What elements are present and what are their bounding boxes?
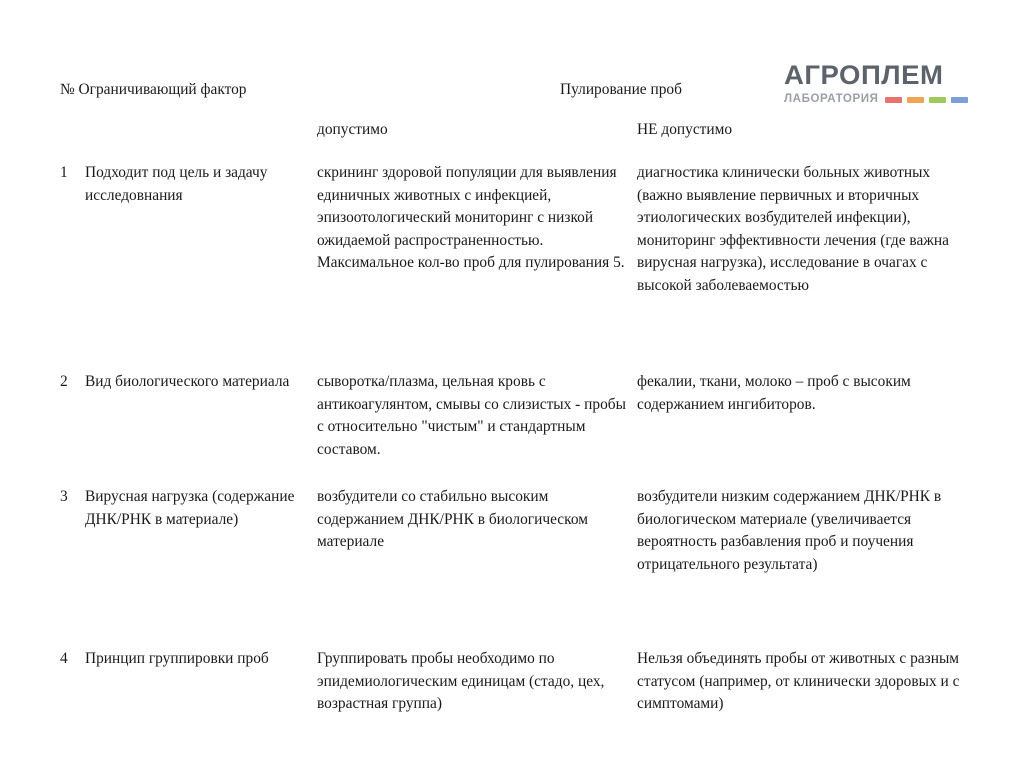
header-allowed-label: допустимо [317,121,388,138]
logo-dashes [885,97,968,103]
row-factor: Вид биологического материала [85,373,290,390]
row-not-allowed: возбудители низким содержанием ДНК/РНК в биологическом материале (увеличивается вероятность разбавления проб и поучения отрицательного результата) [637,488,942,573]
row-allowed: возбудители со стабильно высоким содержанием ДНК/РНК в биологическом материале [317,488,588,551]
row-not-allowed: Нельзя объединять пробы от животных с разным статусом (например, от клинически здоровых и с симптомами) [637,650,960,713]
dash-red-icon [885,97,902,103]
row-factor: Подходит под цель и задачу исследовнания [85,164,268,204]
logo-brand-text: АГРОПЛЕМ [784,60,944,90]
row-allowed: скрининг здоровой популяции для выявления единичных животных с инфекцией, эпизоотологический мониторинг с низкой ожидаемой распространенностью. Максимальное кол-во проб для пулирования 5. [317,164,625,272]
logo-sub-row [784,94,996,106]
row-number: 4 [60,650,68,667]
row-number: 3 [60,488,68,505]
row-factor: Вирусная нагрузка (содержание ДНК/РНК в материале) [85,488,295,528]
header-not-allowed-label: НЕ допустимо [637,121,733,138]
row-not-allowed: фекалии, ткани, молоко – проб с высоким содержанием ингибиторов. [637,373,911,413]
row-number: 2 [60,373,68,390]
header-pooling-label: Пулирование проб [560,81,682,98]
row-not-allowed: диагностика клинически больных животных (важно выявление первичных и вторичных этиологических возбудителей инфекции), мониторинг эффективности лечения (где важна вирусная нагрузка), исследование в очагах с высокой заболеваемостью [637,164,949,294]
row-factor: Принцип группировки проб [85,650,269,667]
row-allowed: Группировать пробы необходимо по эпидемиологическим единицам (стадо, цех, возрастная группа) [317,650,605,713]
dash-green-icon [929,97,946,103]
header-num-symbol: № [60,81,75,98]
row-number: 1 [60,164,68,181]
dash-blue-icon [951,97,968,103]
row-allowed: сыворотка/плазма, цельная кровь с антикоагулянтом, смывы со слизистых - пробы с относительно "чистым" и стандартным составом. [317,373,626,458]
dash-orange-icon [907,97,924,103]
agroplem-logo [784,62,996,106]
logo-sub-text: ЛАБОРАТОРИЯ [784,93,879,105]
header-factor [60,79,247,102]
header-factor-label: Ограничивающий фактор [78,81,247,98]
